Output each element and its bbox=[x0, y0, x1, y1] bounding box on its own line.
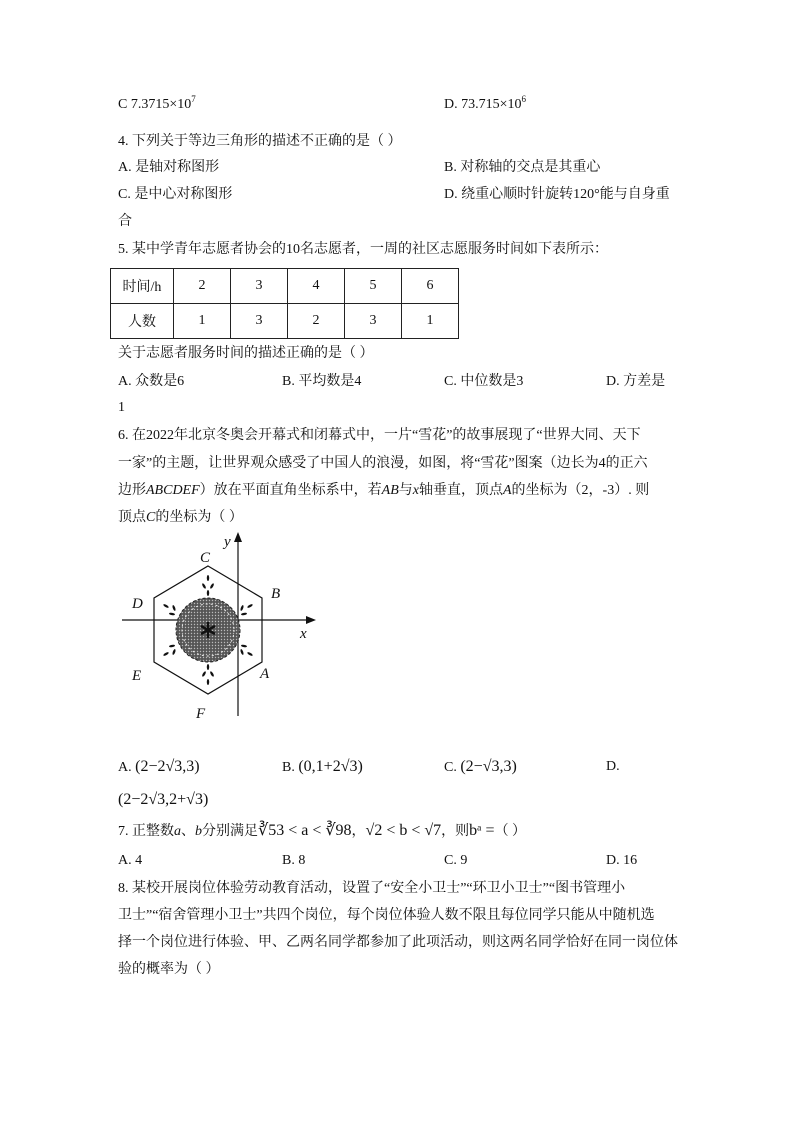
q5-option-d-wrap: 1 bbox=[118, 400, 125, 415]
q4-option-d-wrap: 合 bbox=[118, 214, 132, 229]
table-cell: 1 bbox=[402, 304, 459, 339]
table-cell: 2 bbox=[174, 269, 231, 304]
figure-label-e: E bbox=[132, 668, 142, 684]
table-cell: 6 bbox=[402, 269, 459, 304]
q6-option-d: D. bbox=[606, 759, 620, 774]
q5-table bbox=[110, 268, 459, 339]
q3-option-d: D. $73.715\times 10^6$ bbox=[444, 94, 527, 112]
table-cell: 5 bbox=[345, 269, 402, 304]
q4-stem: 4. 下列关于等边三角形的描述不正确的是（ ） bbox=[118, 134, 402, 149]
q3-option-c: C $7.3715\times 10^7$ bbox=[118, 94, 196, 112]
q6-option-b: B. (0,1+2√3) bbox=[282, 758, 363, 775]
q6-line-2: 一家”的主题，让世界观众感受了中国人的浪漫，如图，将“雪花”图案（边长为4的正六 bbox=[118, 456, 648, 471]
figure-label-f: F bbox=[196, 706, 206, 720]
q7-option-b: B. 8 bbox=[282, 853, 306, 868]
q5-stem: 5. 某中学青年志愿者协会的10名志愿者，一周的社区志愿服务时间如下表所示： bbox=[118, 242, 608, 257]
q7-stem: 7. 正整数a、b分别满足∛53 < a < ∛98，√2 < b < √7，则bᵃ =（ ） bbox=[118, 822, 527, 839]
x-axis-arrow-icon bbox=[306, 616, 316, 624]
table-row bbox=[111, 269, 459, 304]
q8-line-1: 8. 某校开展岗位体验劳动教育活动，设置了“安全小卫士”“环卫小卫士”“图书管理小 bbox=[118, 881, 626, 896]
table-cell: 1 bbox=[174, 304, 231, 339]
table-cell: 3 bbox=[345, 304, 402, 339]
figure-label-x: x bbox=[300, 626, 307, 642]
table-cell: 4 bbox=[288, 269, 345, 304]
table-row bbox=[111, 304, 459, 339]
q4-option-c: C. 是中心对称图形 bbox=[118, 187, 233, 202]
q8-line-2: 卫士”“宿舍管理小卫士”共四个岗位，每个岗位体验人数不限且每位同学只能从中随机选 bbox=[118, 908, 655, 923]
q8-line-4: 验的概率为（ ） bbox=[118, 962, 220, 977]
q7-option-d: D. 16 bbox=[606, 853, 638, 868]
q8-line-3: 择一个岗位进行体验、甲、乙两名同学都参加了此项活动，则这两名同学恰好在同一岗位体 bbox=[118, 935, 678, 950]
q7-option-c: C. 9 bbox=[444, 853, 468, 868]
table-cell: 时间/h bbox=[111, 269, 174, 304]
table-cell: 3 bbox=[231, 269, 288, 304]
q4-option-b: B. 对称轴的交点是其重心 bbox=[444, 160, 601, 175]
y-axis-arrow-icon bbox=[234, 532, 242, 542]
q5-option-d: D. 方差是 bbox=[606, 374, 666, 389]
q6-option-c: C. (2−√3,3) bbox=[444, 758, 517, 775]
figure-label-y: y bbox=[224, 534, 231, 550]
table-cell: 人数 bbox=[111, 304, 174, 339]
figure-label-c: C bbox=[200, 550, 211, 566]
snowflake-figure bbox=[118, 530, 328, 720]
figure-label-d: D bbox=[132, 596, 143, 612]
q6-option-d-math: (2−2√3,2+√3) bbox=[118, 791, 209, 808]
q5-option-b: B. 平均数是4 bbox=[282, 374, 362, 389]
q6-option-a: A. (2−2√3,3) bbox=[118, 758, 200, 775]
table-cell: 2 bbox=[288, 304, 345, 339]
table-cell: 3 bbox=[231, 304, 288, 339]
q5-option-c: C. 中位数是3 bbox=[444, 374, 524, 389]
q6-line-3: 边形ABCDEF）放在平面直角坐标系中，若AB与x轴垂直，顶点A的坐标为（2，-3）. 则 bbox=[118, 483, 650, 498]
q6-line-1: 6. 在2022年北京冬奥会开幕式和闭幕式中，一片“雪花”的故事展现了“世界大同、天下 bbox=[118, 428, 641, 443]
q5-sub-stem: 关于志愿者服务时间的描述正确的是（ ） bbox=[118, 346, 374, 361]
q4-option-d: D. 绕重心顺时针旋转120°能与自身重 bbox=[444, 187, 670, 202]
q7-option-a: A. 4 bbox=[118, 853, 143, 868]
q4-option-a: A. 是轴对称图形 bbox=[118, 160, 220, 175]
figure-label-a: A bbox=[260, 666, 270, 682]
q5-option-a: A. 众数是6 bbox=[118, 374, 185, 389]
figure-label-b: B bbox=[271, 586, 281, 602]
q6-line-4: 顶点C的坐标为（ ） bbox=[118, 510, 243, 525]
